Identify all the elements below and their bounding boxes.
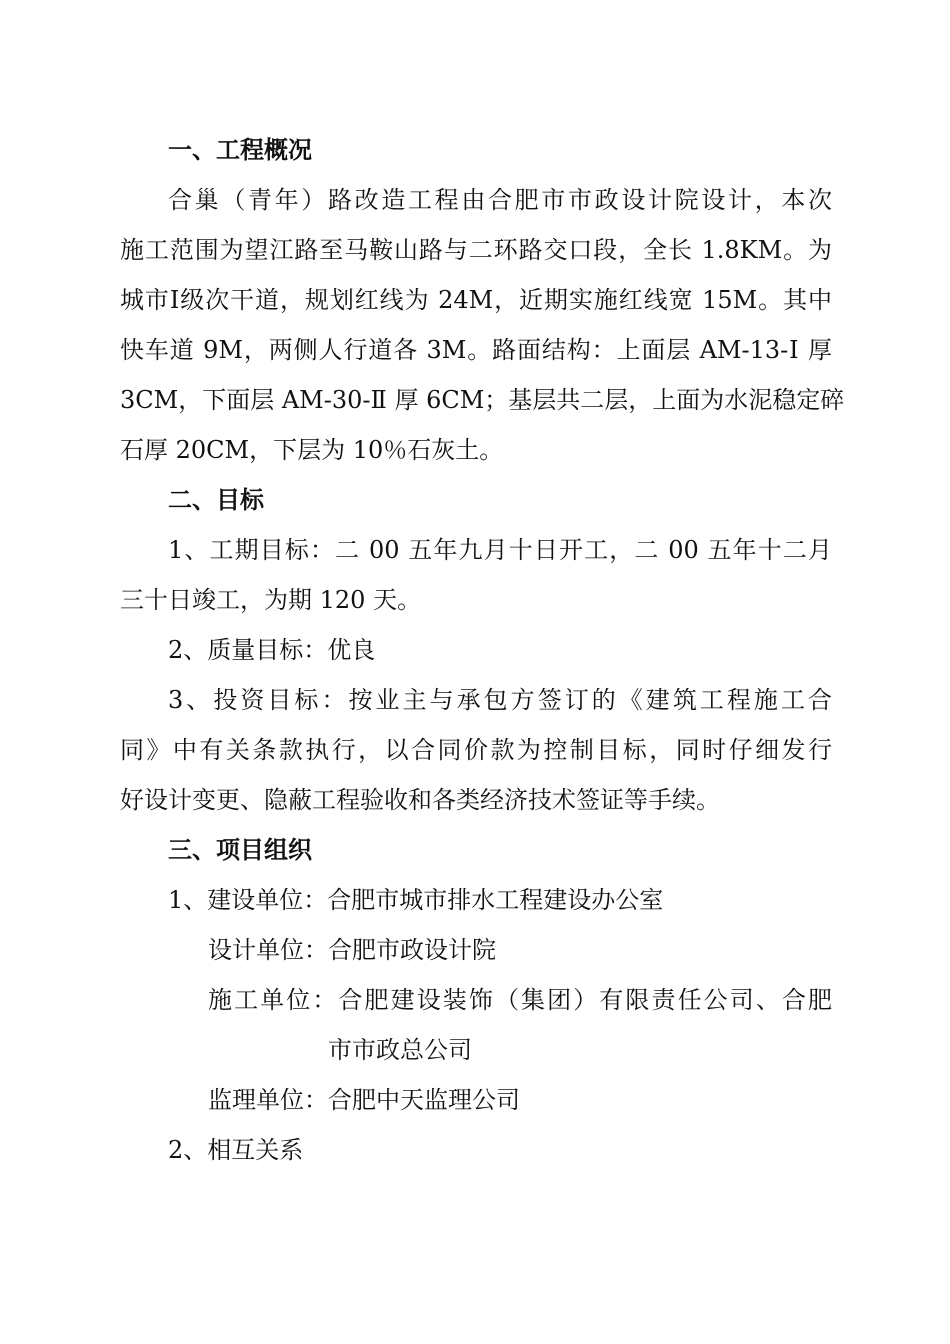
paragraph-line: 合巢（青年）路改造工程由合肥市市政设计院设计，本次 — [168, 186, 832, 214]
construction-owner: 1、建设单位：合肥市城市排水工程建设办公室 — [168, 886, 664, 914]
design-unit: 设计单位：合肥市政设计院 — [208, 936, 496, 964]
goal-schedule-line: 三十日竣工，为期 120 天。 — [120, 586, 422, 614]
mutual-relationship: 2、相互关系 — [168, 1136, 304, 1164]
section-heading-overview: 一、工程概况 — [168, 136, 312, 164]
goal-schedule-line: 1、工期目标：二 00 五年九月十日开工，二 00 五年十二月 — [168, 536, 832, 564]
section-heading-organization: 三、项目组织 — [168, 836, 312, 864]
construction-unit-continued: 市市政总公司 — [328, 1036, 472, 1064]
goal-investment-line: 好设计变更、隐蔽工程验收和各类经济技术签证等手续。 — [120, 786, 720, 814]
construction-unit: 施工单位：合肥建设装饰（集团）有限责任公司、合肥 — [208, 986, 832, 1014]
goal-quality: 2、质量目标：优良 — [168, 636, 376, 664]
paragraph-line: 施工范围为望江路至马鞍山路与二环路交口段，全长 1.8KM。为 — [120, 236, 832, 264]
section-heading-goals: 二、目标 — [168, 486, 264, 514]
supervision-unit: 监理单位：合肥中天监理公司 — [208, 1086, 520, 1114]
paragraph-line: 城市Ⅰ级次干道，规划红线为 24M，近期实施红线宽 15M。其中 — [120, 286, 832, 314]
goal-investment-line: 3、投资目标：按业主与承包方签订的《建筑工程施工合 — [168, 686, 832, 714]
paragraph-line: 快车道 9M，两侧人行道各 3M。路面结构：上面层 AM-13-Ⅰ 厚 — [120, 336, 832, 364]
paragraph-line: 3CM，下面层 AM-30-Ⅱ 厚 6CM；基层共二层，上面为水泥稳定碎 — [120, 386, 845, 414]
paragraph-line: 石厚 20CM，下层为 10％石灰土。 — [120, 436, 504, 464]
goal-investment-line: 同》中有关条款执行，以合同价款为控制目标，同时仔细发行 — [120, 736, 832, 764]
